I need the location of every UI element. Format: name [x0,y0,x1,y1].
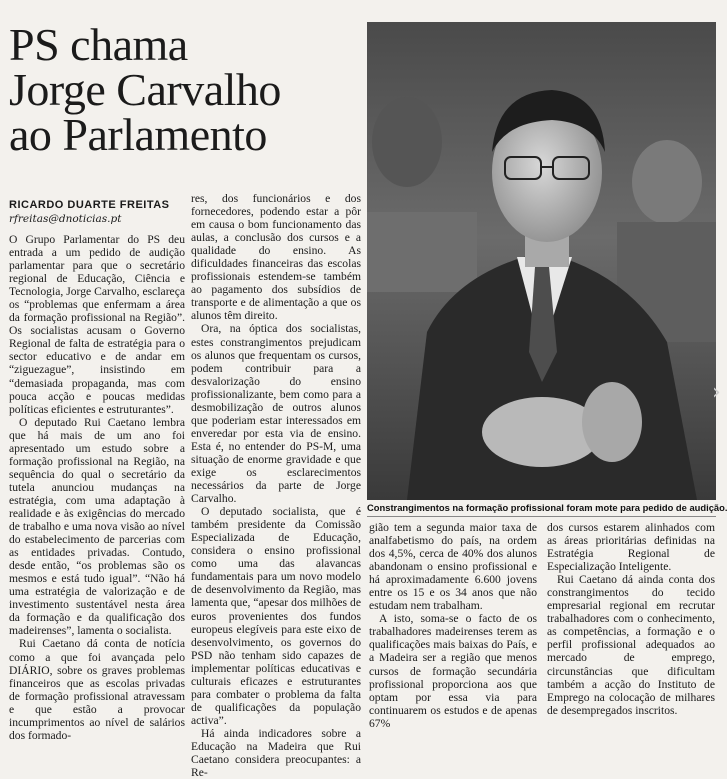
paragraph: Ora, na óptica dos socialistas, estes constrangimentos prejudicam os alunos que frequentam os cursos, podem contribuir para a desvalorização do ensino profissionalizante, bem como para a desmobilização de outros alunos que poderiam estar interessados em enveredar por esta via de ensino. Esta é, no entender do PS-M, uma situação de enorme gravidade e que exige os esclarecimentos necessários da parte de Jorge Carvalho. [191,322,361,506]
paragraph: gião tem a segunda maior taxa de analfabetismo do país, na ordem dos 4,5%, cerca de 40% dos alunos abandonam o ensino profissional e há aproximadamente 6.600 jovens entre os 15 e os 34 anos que não estudam nem trabalham. [369,521,537,613]
headline-line-1: PS chama [9,19,188,70]
paragraph: A isto, soma-se o facto de os trabalhadores madeirenses terem as qualificações mais baixas do País, e a Madeira ser a região que menos cursos de formação secundária profissional proporciona aos que optam por essa via para continuarem os estudos e de apenas 67% [369,612,537,730]
paragraph: O Grupo Parlamentar do PS deu entrada a um pedido de audição parlamentar para que o secretário regional de Educação, Ciência e Tecnologia, Jorge Carvalho, esclareça os “problemas que enfermam a área da formação profissional na Região”. Os socialistas acusam o Governo Regional de falta de estratégia para o sector educativo e de andar em “ziguezague”, insistindo em “demasiada propaganda, mas com pouca acção e poucas medidas políticas eficientes e estruturantes”. [9,233,185,416]
paragraph: Há ainda indicadores sobre a Educação na Madeira que Rui Caetano considera preocupantes: a Re- [191,726,361,779]
paragraph: res, dos funcionários e dos fornecedores, podendo estar a pôr em causa o bom funcionamento das aulas, a conclusão dos cursos e a qualidade do ensino. As dificuldades financeiras das escolas profissionais estendem-se também ao pagamento dos subsídios de transporte e de alimentação a que os alunos têm direito. [191,192,361,323]
paragraph: Rui Caetano dá conta de notícia como a que foi avançada pelo DIÁRIO, sobre os graves problemas financeiros que as escolas privadas de formação profissional atravessam e que estão a provocar incumprimentos ao nível de salários dos formado- [9,637,185,742]
article-column-4 [547,521,715,717]
article-column-2 [191,192,361,779]
byline: RICARDO DUARTE FREITAS [9,199,170,211]
headline-line-3: ao Parlamento [9,109,267,160]
caption-rule [367,516,716,517]
headline [9,19,364,160]
author-email[interactable]: rfreitas@dnoticias.pt [9,213,122,225]
paragraph: dos cursos estarem alinhados com as áreas prioritárias definidas na Estratégia Regional de Especialização Inteligente. [547,521,715,574]
paragraph: O deputado socialista, que é também presidente da Comissão Especializada de Educação, considera o ensino profissional como uma das alavancas fundamentais para um novo modelo de desenvolvimento da Região, mas lamenta que, “apesar dos milhões de euros provenientes dos fundos europeus elegíveis para este eixo de desenvolvimento, os governos do PSD não tenham sido capazes de implementar políticas educativas e culturais eficazes e estruturantes para combater o problema da falta de qualificações da população activa”. [191,505,361,727]
article-photo [367,22,716,500]
article-column-1 [9,233,185,742]
headline-line-2: Jorge Carvalho [9,64,281,115]
chevron-right-icon[interactable]: › [712,380,721,405]
paragraph: Rui Caetano dá ainda conta dos constrangimentos do tecido empresarial regional em recrutar trabalhadores com o conhecimento, as competências, a formação e o perfil profissional adequados ao mercado de emprego, circunstâncias que dificultam também a acção do Instituto de Emprego na colocação de milhares de desempregados inscritos. [547,573,715,717]
photo-caption: Constrangimentos na formação profissional foram mote para pedido de audição. [367,502,727,513]
politician-photo-icon [367,22,716,500]
paragraph: O deputado Rui Caetano lembra que há mais de um ano foi apresentado um estudo sobre a formação profissional na Região, na sequência do qual o secretário da tutela anunciou mudanças na estratégia, com uma adaptação à realidade e às exigências do mercado de trabalho e uma nova visão ao nível do estabelecimento de parcerias com as entidades privadas. Contudo, desde então, “os problemas são os mesmos e está tudo igual”. “Não há uma estratégia de valorização e de investimento sustentável nesta área da formação e da qualificação dos madeirenses”, lamenta o socialista. [9,415,185,638]
article-column-3 [369,521,537,730]
